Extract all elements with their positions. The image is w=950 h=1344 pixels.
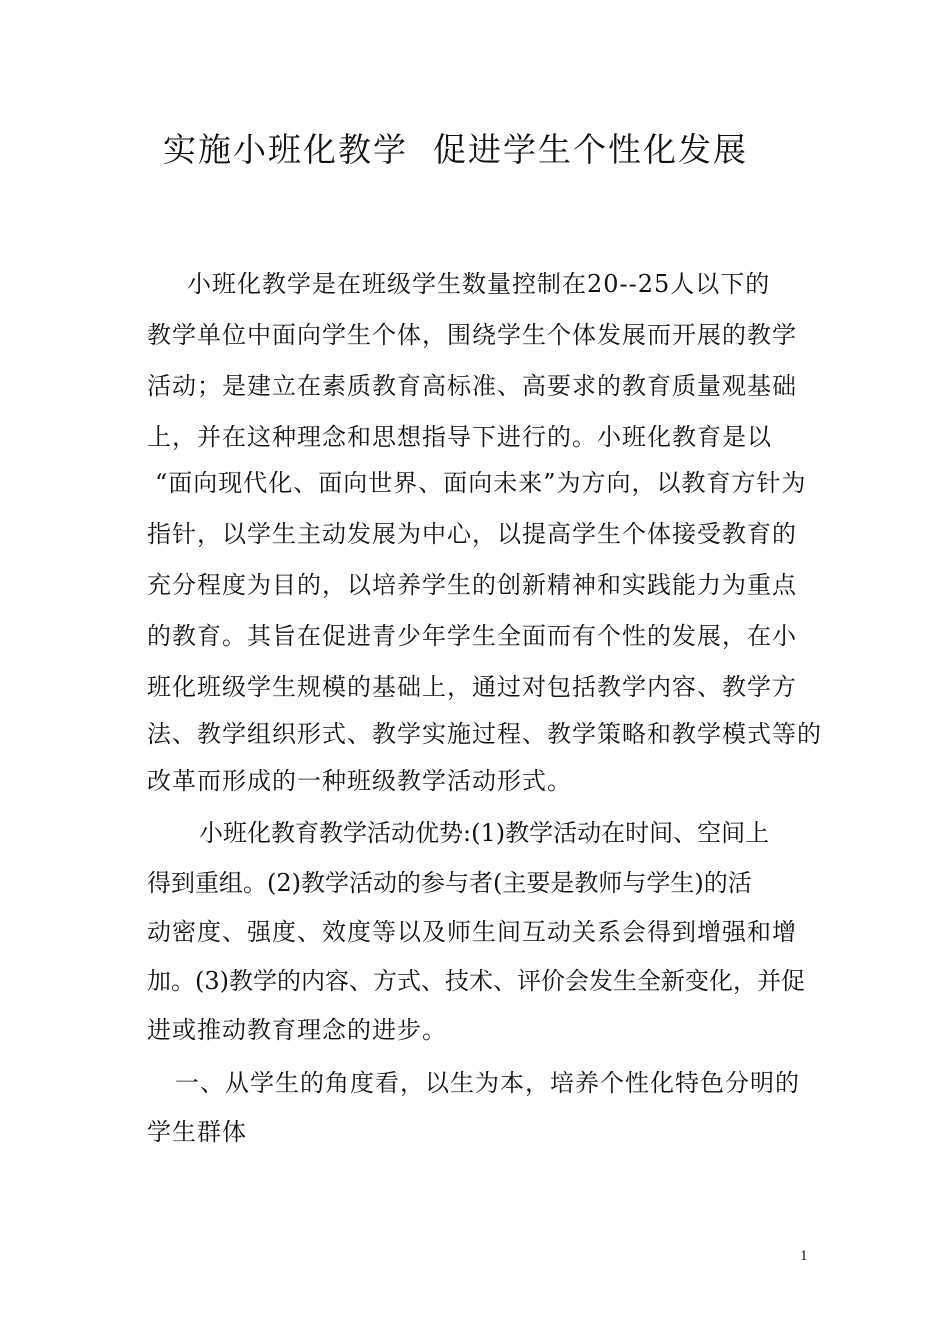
paragraph-1-line-3: 活动；是建立在素质教育高标准、高要求的教育质量观基础 <box>147 372 797 400</box>
paragraph-1-line-6: 指针，以学生主动发展为中心，以提高学生个体接受教育的 <box>147 520 797 548</box>
paragraph-1-line-8: 的教育。其旨在促进青少年学生全面而有个性的发展，在小 <box>147 622 797 650</box>
paragraph-1-line-10: 法、教学组织形式、教学实施过程、教学策略和教学模式等的 <box>147 720 822 748</box>
paragraph-1-line-2: 教学单位中面向学生个体，围绕学生个体发展而开展的教学 <box>147 321 797 349</box>
paragraph-1-line-1: 小班化教学是在班级学生数量控制在20--25人以下的 <box>187 270 771 298</box>
paragraph-2-line-1: 小班化教育教学活动优势:(1)教学活动在时间、空间上 <box>199 819 770 847</box>
paragraph-2-line-3: 动密度、强度、效度等以及师生间互动关系会得到增强和增 <box>147 918 797 946</box>
section-heading-line-1: 一、从学生的角度看，以生为本，培养个性化特色分明的 <box>175 1069 800 1097</box>
paragraph-2-line-5: 进或推动教育理念的进步。 <box>147 1016 447 1044</box>
page-number: 1 <box>800 1248 808 1264</box>
paragraph-1-line-5: “面向现代化、面向世界、面向未来”为方向，以教育方针为 <box>155 469 807 497</box>
paragraph-1-line-11: 改革而形成的一种班级教学活动形式。 <box>147 767 572 795</box>
paragraph-2-line-2: 得到重组。(2)教学活动的参与者(主要是教师与学生)的活 <box>147 869 752 897</box>
document-title: 实施小班化教学 促进学生个性化发展 <box>163 130 748 169</box>
paragraph-2-line-4: 加。(3)教学的内容、方式、技术、评价会发生全新变化，并促 <box>147 967 805 995</box>
paragraph-1-line-4: 上，并在这种理念和思想指导下进行的。小班化教育是以 <box>147 423 772 451</box>
section-heading-line-2: 学生群体 <box>147 1118 247 1146</box>
paragraph-1-line-9: 班化班级学生规模的基础上，通过对包括教学内容、教学方 <box>147 673 797 701</box>
paragraph-1-line-7: 充分程度为目的，以培养学生的创新精神和实践能力为重点 <box>147 571 797 599</box>
